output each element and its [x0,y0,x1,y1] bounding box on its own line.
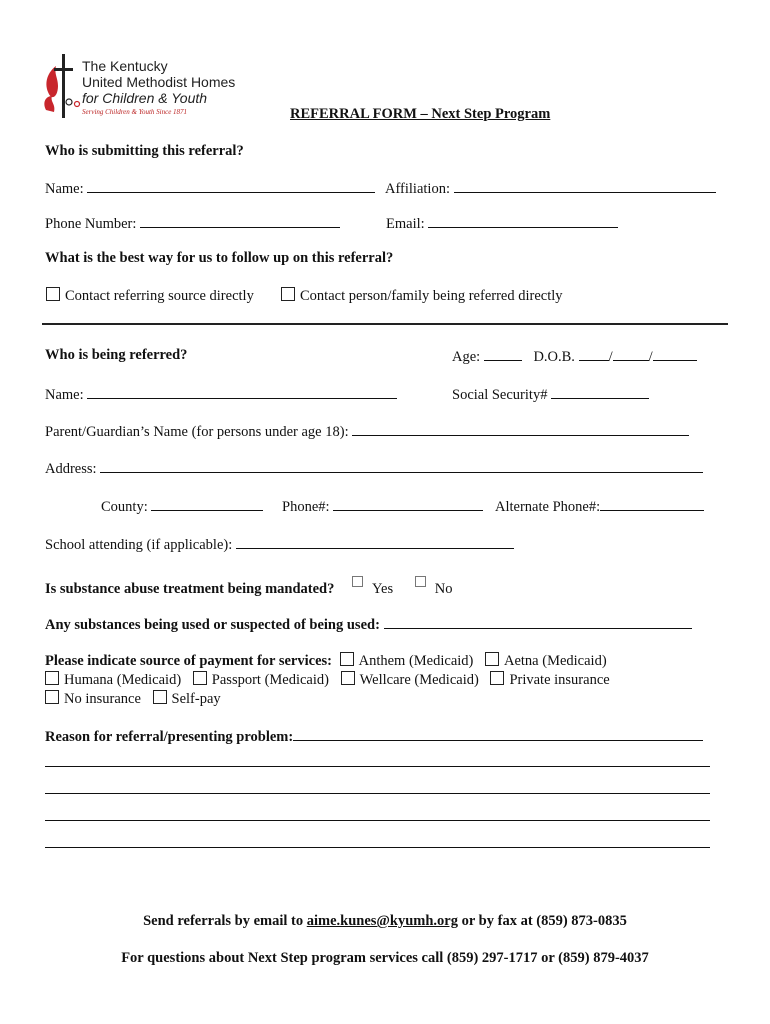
reason-field-line-3[interactable] [45,793,710,794]
mandated-no-checkbox[interactable] [415,576,426,587]
submitter-phone-field[interactable] [140,214,340,228]
payment-passport-label: Passport (Medicaid) [211,672,329,688]
age-field[interactable] [484,347,522,361]
send-prefix: Send referrals by email to [143,913,304,929]
payment-humana-checkbox[interactable] [45,671,59,685]
payment-row-3 [45,690,221,708]
payment-heading: Please indicate source of payment for services: [45,653,332,669]
referred-phone-label: Phone#: [282,499,330,515]
submitter-phone-label: Phone Number: [45,216,137,232]
payment-anthem-checkbox[interactable] [340,652,354,666]
payment-humana-label: Humana (Medicaid) [64,672,182,688]
school-row [45,535,514,554]
address-row [45,459,703,478]
school-field[interactable] [236,535,514,549]
referred-name-row [45,385,397,404]
payment-private-label: Private insurance [509,672,610,688]
payment-private-checkbox[interactable] [490,671,504,685]
affiliation-row [385,179,716,198]
payment-aetna-label: Aetna (Medicaid) [504,653,607,669]
follow-up-option-2[interactable] [281,287,563,305]
age-dob-row: Age: D.O.B. / / [452,347,697,366]
payment-wellcare-checkbox[interactable] [341,671,355,685]
follow-up-option-2-label: Contact person/family being referred directly [300,288,563,304]
address-field[interactable] [100,459,703,473]
logo-tagline: Serving Children & Youth Since 1871 [82,108,188,116]
affiliation-field[interactable] [454,179,716,193]
submitter-heading: Who is submitting this referral? [45,143,244,159]
follow-up-option-2-checkbox[interactable] [281,287,295,301]
follow-up-option-1-checkbox[interactable] [46,287,60,301]
cross-flame-icon [42,52,82,120]
county-label: County: [101,499,148,515]
guardian-row [45,422,689,441]
referral-email-link[interactable]: aime.kunes@kyumh.org [306,913,458,929]
referred-heading: Who is being referred? [45,347,188,363]
payment-row-1 [45,652,607,670]
county-field[interactable] [151,497,263,511]
payment-selfpay-checkbox[interactable] [153,690,167,704]
alt-phone-label: Alternate Phone#: [495,499,601,515]
reason-field-line-5[interactable] [45,847,710,848]
logo-line-2: United Methodist Homes [82,74,236,90]
dob-month-field[interactable] [579,347,609,361]
county-row [101,497,263,516]
follow-up-option-1-label: Contact referring source directly [65,288,254,304]
reason-heading: Reason for referral/presenting problem: [45,729,294,745]
ssn-row [452,385,649,404]
substances-question: Any substances being used or suspected of being used: [45,617,380,633]
submitter-email-row [386,214,618,233]
payment-aetna-checkbox[interactable] [485,652,499,666]
payment-wellcare-label: Wellcare (Medicaid) [359,672,479,688]
submitter-name-row [45,179,375,198]
payment-selfpay-label: Self-pay [171,691,221,707]
school-label: School attending (if applicable): [45,537,233,553]
follow-up-option-1[interactable] [46,287,254,305]
reason-field-line-4[interactable] [45,820,710,821]
send-suffix: or by fax at (859) 873-0835 [461,913,627,929]
mandated-question: Is substance abuse treatment being mandated? [45,581,335,597]
mandated-yes-checkbox[interactable] [352,576,363,587]
logo-line-3: for Children & Youth [82,90,208,106]
ssn-label: Social Security# [452,387,548,403]
alt-phone-row [495,497,704,516]
referred-phone-row [282,497,483,516]
submitter-name-field[interactable] [87,179,375,193]
questions-line: For questions about Next Step program services call (859) 297-1717 or (859) 879-4037 [121,950,649,966]
payment-passport-checkbox[interactable] [193,671,207,685]
substances-field[interactable] [384,615,692,629]
reason-field-line-1[interactable] [293,727,703,741]
age-label: Age: [452,349,481,365]
organization-logo [42,52,242,124]
submitter-email-field[interactable] [428,214,618,228]
guardian-field[interactable] [352,422,689,436]
address-label: Address: [45,461,97,477]
send-referrals-line [0,913,770,930]
submitter-email-label: Email: [386,216,425,232]
guardian-label: Parent/Guardian’s Name (for persons under age 18): [45,424,349,440]
referred-phone-field[interactable] [333,497,483,511]
dob-year-field[interactable] [653,347,697,361]
section-divider [42,323,728,325]
mandated-no-label: No [434,581,453,597]
logo-line-1: The Kentucky [82,58,168,74]
ssn-field[interactable] [551,385,649,399]
follow-up-heading: What is the best way for us to follow up on this referral? [45,250,394,266]
dob-day-field[interactable] [613,347,649,361]
reason-field-line-2[interactable] [45,766,710,767]
referred-name-field[interactable] [87,385,397,399]
payment-none-checkbox[interactable] [45,690,59,704]
reason-row [45,727,703,746]
payment-row-2 [45,671,610,689]
payment-none-label: No insurance [64,691,141,707]
submitter-name-label: Name: [45,181,84,197]
dob-label: D.O.B. [533,349,575,365]
submitter-phone-row [45,214,340,233]
substances-row [45,615,692,634]
form-title: REFERRAL FORM – Next Step Program [290,106,551,122]
alt-phone-field[interactable] [600,497,704,511]
mandated-row [45,576,452,598]
mandated-yes-label: Yes [371,581,394,597]
referred-name-label: Name: [45,387,84,403]
affiliation-label: Affiliation: [385,181,450,197]
payment-anthem-label: Anthem (Medicaid) [358,653,474,669]
